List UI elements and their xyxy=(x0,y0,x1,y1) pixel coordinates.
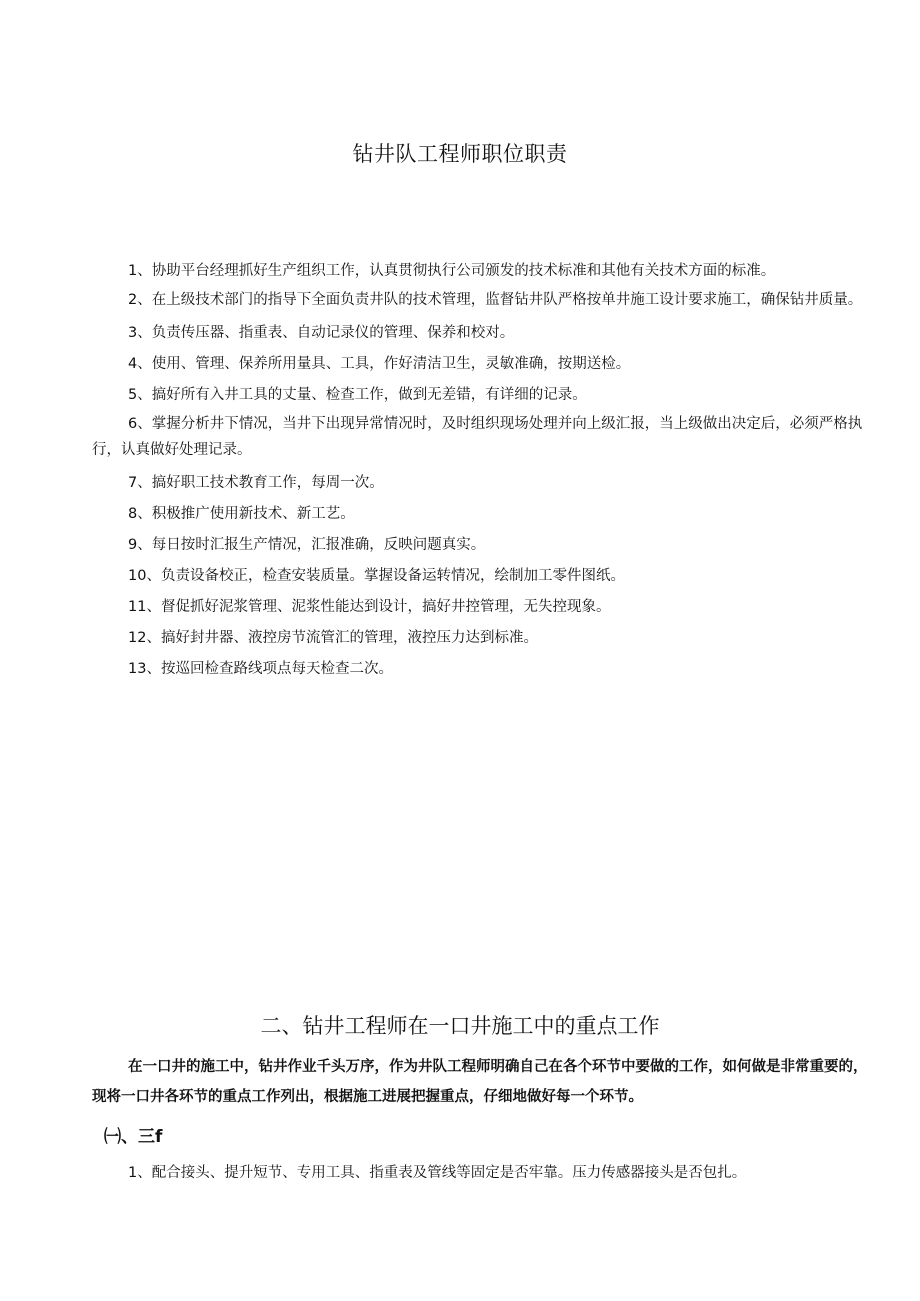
section-title: 二、钻井工程师在一口井施工中的重点工作 xyxy=(260,1014,660,1038)
section-intro: 在一口井的施工中，钻井作业千头万序，作为井队工程师明确自己在各个环节中要做的工作，如何做是非常重要的，现将一口井各环节的重点工作列出，根据施工进展把握重点，仔细地做好每一个环节。 xyxy=(92,1059,868,1105)
duty-item: 2、在上级技术部门的指导下全面负责井队的技术管理，监督钻井队严格按单井施工设计要求施工，确保钻井质量。 xyxy=(128,292,863,308)
document-title: 钻井队工程师职位职责 xyxy=(352,142,568,166)
duty-item: 10、负责设备校正，检查安装质量。掌握设备运转情况，绘制加工零件图纸。 xyxy=(128,568,625,584)
duty-item: 6、掌握分析井下情况，当井下出现异常情况时，及时组织现场处理并向上级汇报，当上级做出决定后，必须严格执行，认真做好处理记录。 xyxy=(92,416,863,458)
duty-item: 1、协助平台经理抓好生产组织工作，认真贯彻执行公司颁发的技术标准和其他有关技术方面的标准。 xyxy=(128,263,776,279)
duty-item: 5、搞好所有入井工具的丈量、检查工作，做到无差错，有详细的记录。 xyxy=(128,387,587,403)
duty-item: 4、使用、管理、保养所用量具、工具，作好清洁卫生，灵敏准确，按期送检。 xyxy=(128,356,631,372)
duty-item: 8、积极推广使用新技术、新工艺。 xyxy=(128,506,355,522)
sub-item: 1、配合接头、提升短节、专用工具、指重表及管线等固定是否牢靠。压力传感器接头是否包扎。 xyxy=(128,1165,747,1181)
duty-item: 3、负责传压器、指重表、自动记录仪的管理、保养和校对。 xyxy=(128,325,515,341)
duty-item: 12、搞好封井器、液控房节流管汇的管理，液控压力达到标准。 xyxy=(128,630,538,646)
duties-list xyxy=(92,256,868,685)
sub-heading: ㈠、三f xyxy=(104,1127,163,1147)
duty-item: 11、督促抓好泥浆管理、泥浆性能达到设计，搞好井控管理，无失控现象。 xyxy=(128,599,611,615)
duty-item: 13、按巡回检查路线项点每天检查二次。 xyxy=(128,661,393,677)
duty-item: 7、搞好职工技术教育工作，每周一次。 xyxy=(128,475,384,491)
duty-item: 9、每日按时汇报生产情况，汇报准确，反映问题真实。 xyxy=(128,537,486,553)
